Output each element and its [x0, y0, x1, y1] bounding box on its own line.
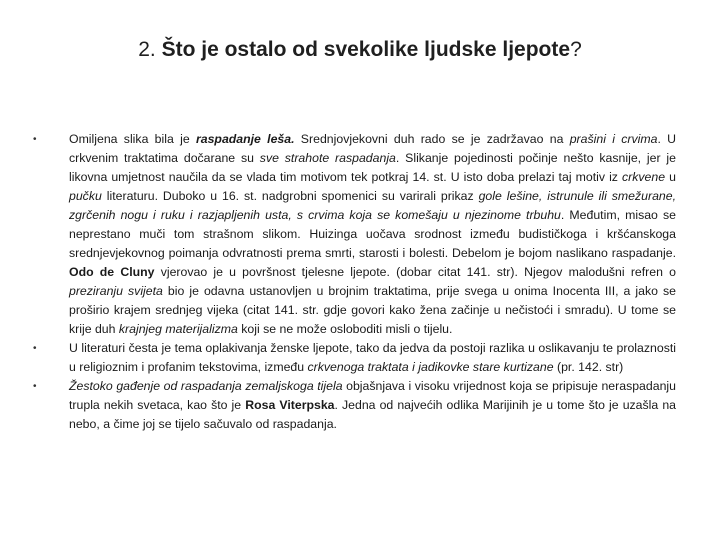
text-segment: (pr. 142. str)	[553, 360, 624, 374]
bullet-text	[69, 132, 676, 336]
text-segment: u	[665, 170, 676, 184]
text-segment: bio je odavna ustanovljen u brojnim traktatima, prije svega u onima Inocenta III, a jako se proširio krajem srednjeg vijeka (citat 141. str. gdje govori kako žena začinje u nečistoći i smradu). U tome se krije duh	[69, 284, 676, 336]
text-segment: gole lešine, istrunule ili smežurane, zgrčenih nogu i ruku i razjapljenih usta, s crvima koja se komešaju u njezinome trbuhu	[69, 189, 676, 222]
bullet-icon: •	[33, 343, 37, 354]
text-segment: Rosa Viterpska	[245, 398, 335, 412]
bullet-item	[28, 377, 676, 434]
text-segment: . Jedna od najvećih odlika Marijinih je u tome što je uzašla na nebo, a čime joj se tijelo sačuvalo od raspadanja.	[69, 398, 676, 431]
text-segment: literaturu. Duboko u 16. st. nadgrobni spomenici su varirali prikaz	[101, 189, 479, 203]
text-segment: Odo de Cluny	[69, 265, 155, 279]
text-segment: vjerovao je u površnost tjelesne ljepote. (dobar citat 141. str). Njegov malodušni refren o	[154, 265, 676, 279]
text-segment: Omiljena slika bila je	[69, 132, 196, 146]
bullet-text	[69, 341, 676, 374]
text-segment: preziranju svijeta	[69, 284, 163, 298]
bullet-list	[28, 130, 676, 434]
bullet-text	[69, 379, 676, 431]
text-segment: crkvenoga traktata i jadikovke stare kurtizane	[307, 360, 554, 374]
bullet-icon: •	[33, 381, 37, 392]
text-segment: raspadanje leša.	[195, 132, 295, 146]
slide-title-bold: Što je ostalo od svekolike ljudske ljepote	[161, 38, 571, 61]
text-segment: Žestoko gađenje od raspadanja zemaljskoga tijela	[69, 379, 343, 393]
text-segment: . Slikanje pojedinosti počinje nešto kasnije, jer je likovna umjetnost naučila da se vlada tim motivom tek potkraj 14. st. U isto doba prelazi taj motiv iz	[69, 151, 677, 184]
text-segment: prašini i crvima	[569, 132, 658, 146]
slide-title: 2. Što je ostalo od svekolike ljudske ljepote?	[138, 38, 582, 61]
bullet-item	[28, 339, 676, 377]
text-segment: . Međutim, misao se neprestano muči tom strašnom slikom. Huizinga uočava srodnost između budističkoga i kršćanskoga srednjevjekovnog poimanja odvratnosti prema smrti, starosti i bolesti. Debelom je bojom naslikano raspadanje.	[69, 208, 676, 260]
text-segment: krajnjeg materijalizma	[118, 322, 238, 336]
text-segment: koji se ne može osloboditi misli o tijelu.	[237, 322, 453, 336]
text-segment: sve strahote raspadanja	[259, 151, 396, 165]
text-segment: pučku	[69, 189, 102, 203]
text-segment: objašnjava i visoku vrijednost koja se pripisuje neraspadanju trupla nekih svetaca, kao što je	[69, 379, 676, 412]
bullet-icon: •	[33, 134, 37, 145]
text-segment: U literaturi česta je tema oplakivanja ženske ljepote, tako da jedva da postoji razlika u oslikavanju te prolaznosti u religioznim i profanim tekstovima, između	[69, 341, 676, 374]
bullet-item	[28, 130, 676, 339]
text-segment: Srednjovjekovni duh rado se je zadržavao na	[294, 132, 570, 146]
text-segment: crkvene	[622, 170, 666, 184]
text-segment: . U crkvenim traktatima dočarane su	[69, 132, 677, 165]
